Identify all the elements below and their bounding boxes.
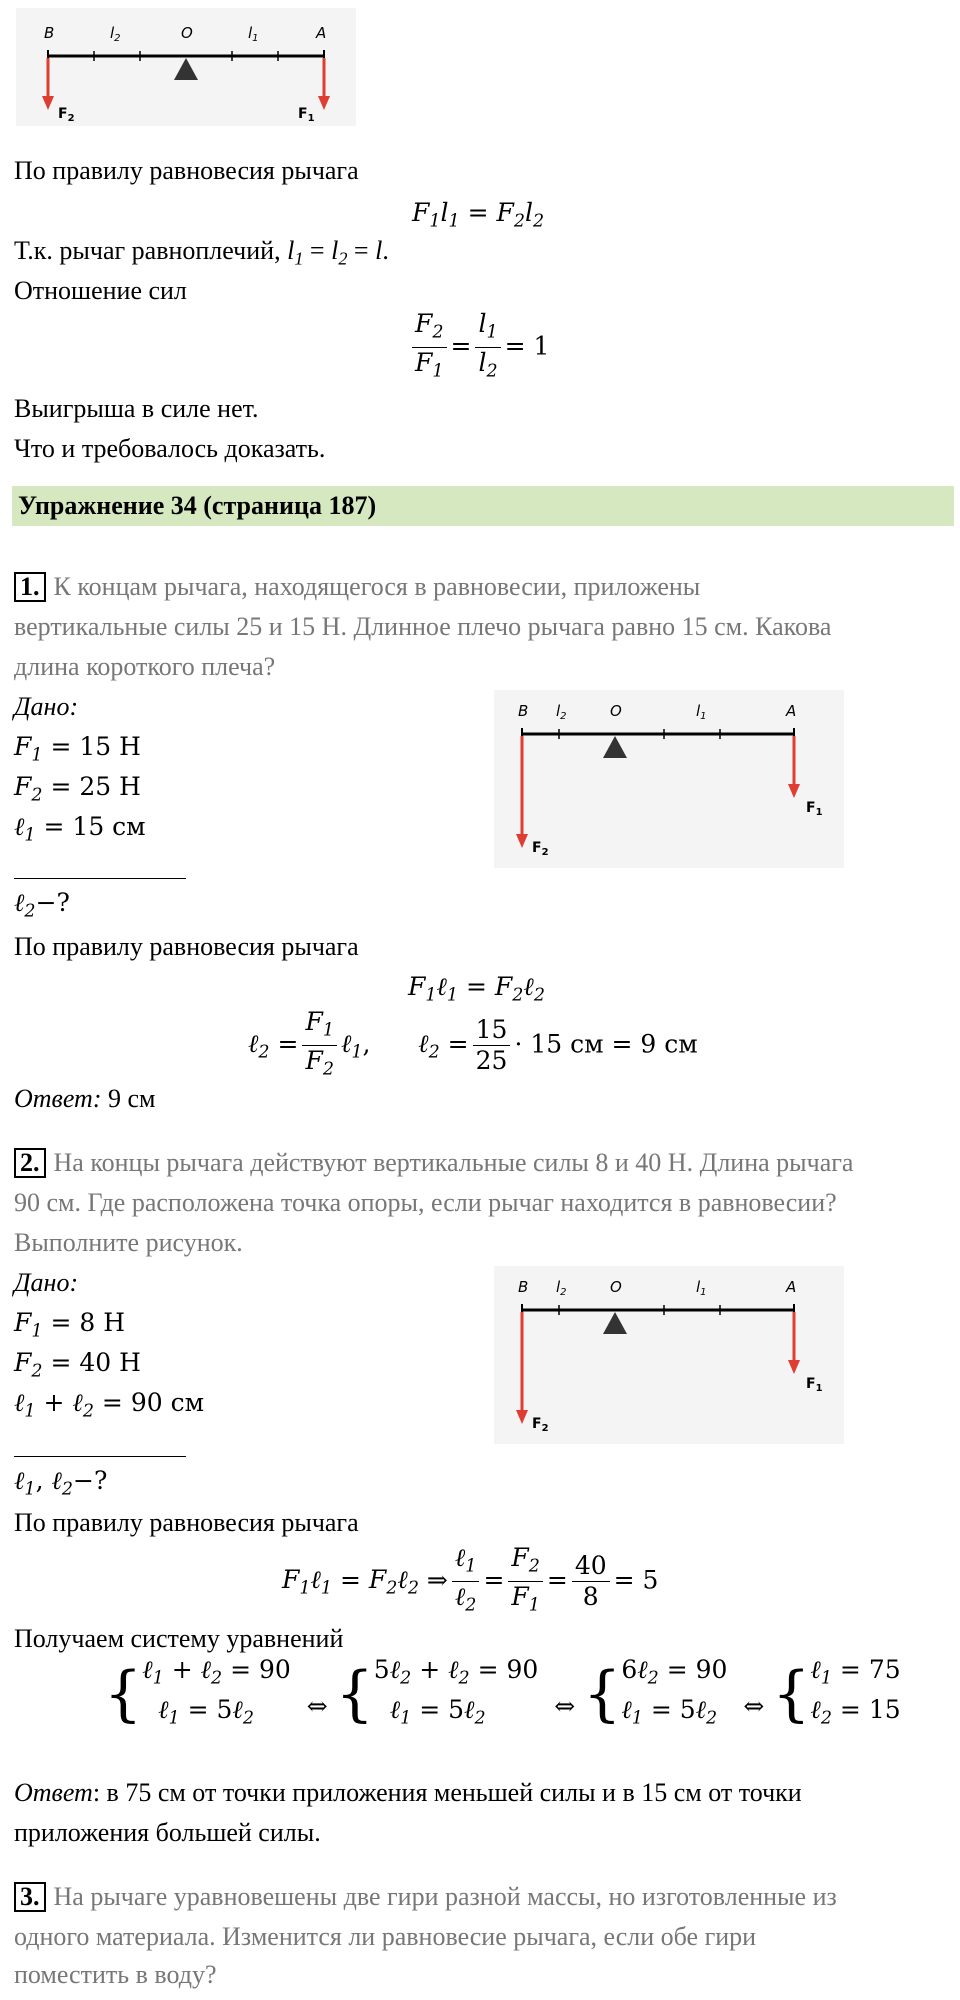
p2-given-sum: ℓ$_1$ + ℓ$_2$ = 90 см [14,1388,205,1422]
p2-given-label: Дано: [14,1268,79,1297]
arrow-down-icon [516,834,528,848]
label-B: B [44,24,55,42]
p2-question-line1: 2. На концы рычага действуют вертикальные силы 8 и 40 Н. Длина рычага [14,1146,853,1180]
ratio-label: Отношение сил [14,276,187,305]
p2-question-line2: 90 см. Где расположена точка опоры, если рычаг находится в равновесии? [14,1188,837,1217]
p1-given-label: Дано: [14,692,79,721]
p3-question-line3: поместить в воду? [14,1960,217,1989]
p2-given-divider [14,1456,186,1457]
p1-lever-diagram-svg [494,690,844,868]
arrow-down-icon [788,1360,800,1374]
label-A: A [316,24,327,42]
p3-number: 3. [14,1882,46,1912]
arrow-down-icon [42,96,54,110]
label-F2: $F_2$ [532,840,549,858]
p3-question-line2: одного материала. Изменится ли равновесие рычага, если обе гири [14,1922,757,1951]
p2-question-line3: Выполните рисунок. [14,1228,243,1257]
label-O: O [181,24,193,42]
p1-given-f2: $F_2 = 25$ Н [14,772,141,806]
p1-given-divider [14,878,186,879]
fulcrum-icon [603,736,627,758]
p1-given-f1: $F_1 = 15$ Н [14,732,141,766]
fulcrum-icon [174,58,198,80]
arrow-down-icon [516,1410,528,1424]
label-F2: $F_2$ [532,1416,549,1434]
p2-answer-line1: Ответ: в 75 см от точки приложения меньшей силы и в 15 см от точки [14,1778,802,1807]
lever-diagram-top [16,8,356,126]
p2-system-label: Получаем систему уравнений [14,1624,344,1653]
label-O: O [610,1278,622,1296]
label-F1: $F_1$ [806,1376,823,1394]
p1-question-line2: вертикальные силы 25 и 15 Н. Длинное плечо рычага равно 15 см. Какова [14,612,832,641]
proved-text: Что и требовалось доказать. [14,434,326,463]
p2-given-f2: $F_2 = 40$ Н [14,1348,141,1382]
lever-diagram-top-svg [16,8,356,126]
no-gain-text: Выигрыша в силе нет. [14,394,259,423]
p2-number: 2. [14,1148,46,1178]
p1-equation: $F_1\ell_1$ = $F_2\ell_2$ [408,972,545,1006]
arrow-down-icon [318,96,330,110]
p2-answer-line2: приложения большей силы. [14,1818,321,1847]
label-l2: $l_2$ [556,1278,567,1298]
label-F1: $F_1$ [298,106,315,124]
label-l2: $l_2$ [556,702,567,722]
p2-system: { ℓ$_1$ + ℓ$_2$ = 90 ℓ$_1$ = 5ℓ$_2$ ⇔ { 5ℓ$_2$ + ℓ$_2$ = 90 ℓ$_1$ = 5ℓ$_2$ ⇔ { 6ℓ$_2$ = 90 ℓ$_1$ = 5ℓ$_2$ ⇔ { ℓ$_1$ = 75 ℓ$_2$ = 15 [104,1655,901,1730]
p3-question-line1: 3. На рычаге уравновешены две гири разной массы, но изготовленные из [14,1880,837,1914]
p1-rule-text: По правилу равновесия рычага [14,932,359,961]
label-l1: $l_1$ [696,1278,707,1298]
ratio-formula: $\frac{F_2}{F_1}$ = $\frac{l_1}{l_2}$ = 1 [408,310,549,386]
p2-equation: $F_1\ell_1$ = $F_2\ell_2$ ⇒ $\frac{\ell_1}{\ell_2}$ = $\frac{F_2}{F_1}$ = $\frac{40}{8}$ = 5 [282,1543,659,1616]
top-rule-text: По правилу равновесия рычага [14,156,359,185]
label-B: B [518,1278,529,1296]
p1-given-l1: ℓ$_1$ = 15 см [14,812,146,846]
p2-lever-diagram-svg [494,1266,844,1444]
label-l1: $l_1$ [248,24,259,44]
p2-find: ℓ$_1$, ℓ$_2$−? [14,1466,108,1500]
p1-question-line3: длина короткого плеча? [14,652,276,681]
arrow-down-icon [788,784,800,798]
p2-rule-text: По правилу равновесия рычага [14,1508,359,1537]
label-O: O [610,702,622,720]
label-F1: $F_1$ [806,800,823,818]
p1-question-line1: 1. К концам рычага, находящегося в равновесии, приложены [14,570,700,604]
label-F2: $F_2$ [58,106,75,124]
p2-given-f1: $F_1 = 8$ Н [14,1308,126,1342]
equal-arms-line: Т.к. рычаг равноплечий, $l_1 = l_2 = l$. [14,236,389,269]
label-B: B [518,702,529,720]
p1-lever-diagram [494,690,844,868]
p1-solution: ℓ$_2$ = $\frac{F_1}{F_2}$ ℓ$_1$, ℓ$_2$ = $\frac{15}{25}$ · 15 см = 9 см [248,1007,698,1080]
fulcrum-icon [603,1312,627,1334]
label-A: A [786,1278,797,1296]
p2-lever-diagram [494,1266,844,1444]
label-l1: $l_1$ [696,702,707,722]
label-A: A [786,702,797,720]
section-title: Упражнение 34 (страница 187) [18,491,377,520]
top-equation: $F_1l_1 = F_2l_2$ [412,198,545,232]
p1-number: 1. [14,572,46,602]
label-l2: $l_2$ [110,24,121,44]
p1-answer: Ответ: 9 см [14,1084,156,1113]
p1-find: ℓ$_2$−? [14,888,70,922]
